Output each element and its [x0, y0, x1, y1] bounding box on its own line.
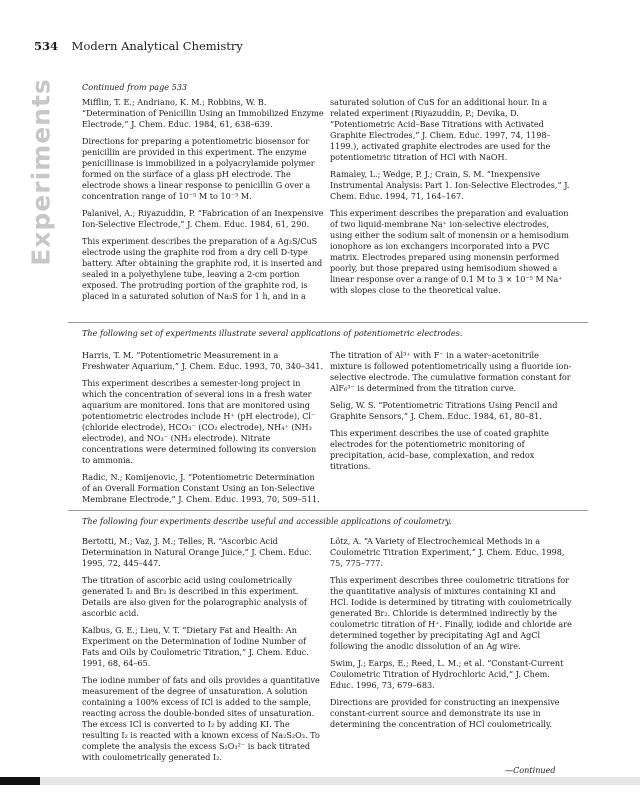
section1-right-column [330, 97, 572, 302]
description-paragraph: This experiment describes the use of coated graphite electrodes for the potentiometric monitoring of precipitation, acid–base, complexation, and redox titrations. [330, 428, 549, 471]
continued-note: —Continued [505, 765, 556, 775]
page-number: 534 [34, 39, 59, 53]
section1-left-column [82, 97, 324, 308]
section2-right-column [330, 350, 572, 478]
reference-entry: Harris, T. M. “Potentiometric Measurement in a Freshwater Aquarium,” J. Chem. Educ. 1993, 70, 340–341. [82, 350, 324, 371]
section-intro-coulometry: The following four experiments describe useful and accessible applications of coulometry. [82, 516, 452, 526]
reference-entry: Selig, W. S. “Potentiometric Titrations Using Pencil and Graphite Sensors,” J. Chem. Educ. 1984, 61, 80–81. [330, 400, 558, 421]
description-paragraph: This experiment describes the preparation of a Ag₂S/CuS electrode using the graphite rod from a dry cell D-type battery. After obtaining the graphite rod, it is inserted and sealed in a polyethylene tube, leaving a 2-cm portion exposed. The protruding portion of the graphite rod, is placed in a saturated solution of Na₂S for 1 h, and in a [82, 236, 323, 301]
description-paragraph: This experiment describes the preparation and evaluation of two liquid-membrane Na⁺ ion-selective electrodes, using either the sodium salt of monensin or a hemisodium ionophore as ion exchangers incorporated into a PVC matrix. Electrodes prepared using monensin performed poorly, but those prepared using hemisodium showed a linear response over a range of 0.1 M to 3 × 10⁻⁵ M Na⁺ with slopes close to the theoretical value. [330, 208, 569, 295]
reference-entry: Ramaley, L.; Wedge, P. J.; Crain, S. M. “Inexpensive Instrumental Analysis: Part 1. Ion-Selective Electrodes,” J. Chem. Educ. 1994, 71, 164–167. [330, 169, 570, 201]
continued-from-note: Continued from page 533 [82, 82, 188, 92]
reference-entry: Palanivel, A.; Riyazuddin, P. “Fabrication of an Inexpensive Ion-Selective Electrode,” J. Chem. Educ. 1984, 61, 290. [82, 208, 324, 229]
description-paragraph: The titration of ascorbic acid using coulometrically generated I₂ and Br₂ is described in this experiment. Details are also given for the polarographic analysis of ascorbic acid. [82, 575, 307, 618]
reference-entry: Kalbus, G. E.; Lieu, V. T. “Dietary Fat and Health: An Experiment on the Determination of Iodine Number of Fats and Oils by Coulometric Titration,” J. Chem. Educ. 1991, 68, 64–65. [82, 625, 309, 668]
sidebar-label: Experiments [26, 78, 56, 266]
reference-entry: Swim, J.; Earps, E.; Reed, L. M.; et al. “Constant-Current Coulometric Titration of Hydrochloric Acid,” J. Chem. Educ. 1996, 73, 679–683. [330, 658, 564, 690]
description-paragraph: This experiment describes three coulometric titrations for the quantitative analysis of mixtures containing KI and HCl. Iodide is determined by titrating with coulometrically generated Br₂. Chloride is determined indirectly by the coulometric titration of H⁺. Finally, iodide and chloride are determined together by precipitating AgI and AgCl following the anodic dissolution of an Ag wire. [330, 575, 572, 651]
description-paragraph: saturated solution of CuS for an additional hour. In a related experiment (Riyazuddin, P.; Devika, D. “Potentiometric Acid–Base Titrations with Activated Graphite Electrodes,” J. Chem. Educ. 1997, 74, 1198–1199.), activated graphite electrodes are used for the potentiometric titration of HCl with NaOH. [330, 97, 551, 162]
reference-entry: Mifflin, T. E.; Andriano, K. M.; Robbins, W. B. “Determination of Penicillin Using an Immobilized Enzyme Electrode,” J. Chem. Educ. 1984, 61, 638–639. [82, 97, 324, 129]
reference-entry: Bertotti, M.; Vaz, J. M.; Telles, R. “Ascorbic Acid Determination in Natural Orange Juice,” J. Chem. Educ. 1995, 72, 445–447. [82, 536, 312, 568]
section-intro-potentiometric: The following set of experiments illustrate several applications of potentiometric electrodes. [82, 328, 463, 338]
description-paragraph: Directions for preparing a potentiometric biosensor for penicillin are provided in this experiment. The enzyme penicillinase is immobilized in a polyacrylamide polymer formed on the surface of a glass pH electrode. The electrode shows a linear response to penicillin G over a concentration range of 10⁻⁵ M to 10⁻³ M. [82, 136, 315, 201]
description-paragraph: The titration of Al³⁺ with F⁻ in a water–acetonitrile mixture is followed potentiometrically using a fluoride ion-selective electrode. The cumulative formation constant for AlF₆³⁻ is determined from the titration curve. [330, 350, 572, 393]
reference-entry: Lötz, A. “A Variety of Electrochemical Methods in a Coulometric Titration Experiment,” J. Chem. Educ. 1998, 75, 775–777. [330, 536, 565, 568]
section3-right-column [330, 536, 572, 736]
description-paragraph: The iodine number of fats and oils provides a quantitative measurement of the degree of unsaturation. A solution containing a 100% excess of ICl is added to the sample, reacting across the double-bonded sites of unsaturation. The excess ICl is converted to I₂ by adding KI. The resulting I₂ is reacted with a known excess of Na₂S₂O₃. To complete the analysis the excess S₂O₃²⁻ is back titrated with coulometrically generated I₂. [82, 675, 320, 762]
footer-bar [0, 777, 640, 785]
reference-entry: Radic, N.; Komijenovic, J. “Potentiometric Determination of an Overall Formation Constant Using an Ion-Selective Membrane Electrode,” J. Chem. Educ. 1993, 70, 509–511. [82, 472, 320, 504]
section3-left-column [82, 536, 324, 769]
section2-left-column [82, 350, 324, 511]
page-header [34, 39, 243, 53]
footer-accent [0, 777, 40, 785]
description-paragraph: Directions are provided for constructing an inexpensive constant-current source and demonstrate its use in determining the concentration of HCl coulometrically. [330, 697, 560, 729]
section-divider [68, 322, 588, 323]
section-divider [68, 510, 588, 511]
sidebar-tab [26, 78, 56, 266]
book-title: Modern Analytical Chemistry [71, 39, 243, 53]
description-paragraph: This experiment describes a semester-long project in which the concentration of several ions in a fresh water aquarium are monitored. Ions that are monitored using potentiometric electrodes include H⁺ (pH electrode), Cl⁻ (chloride electrode), HCO₃⁻ (CO₂ electrode), NH₄⁺ (NH₃ electrode), and NO₃⁻ (NH₃ electrode). Nitrate concentrations were determined following its conversion to ammonia. [82, 378, 317, 465]
